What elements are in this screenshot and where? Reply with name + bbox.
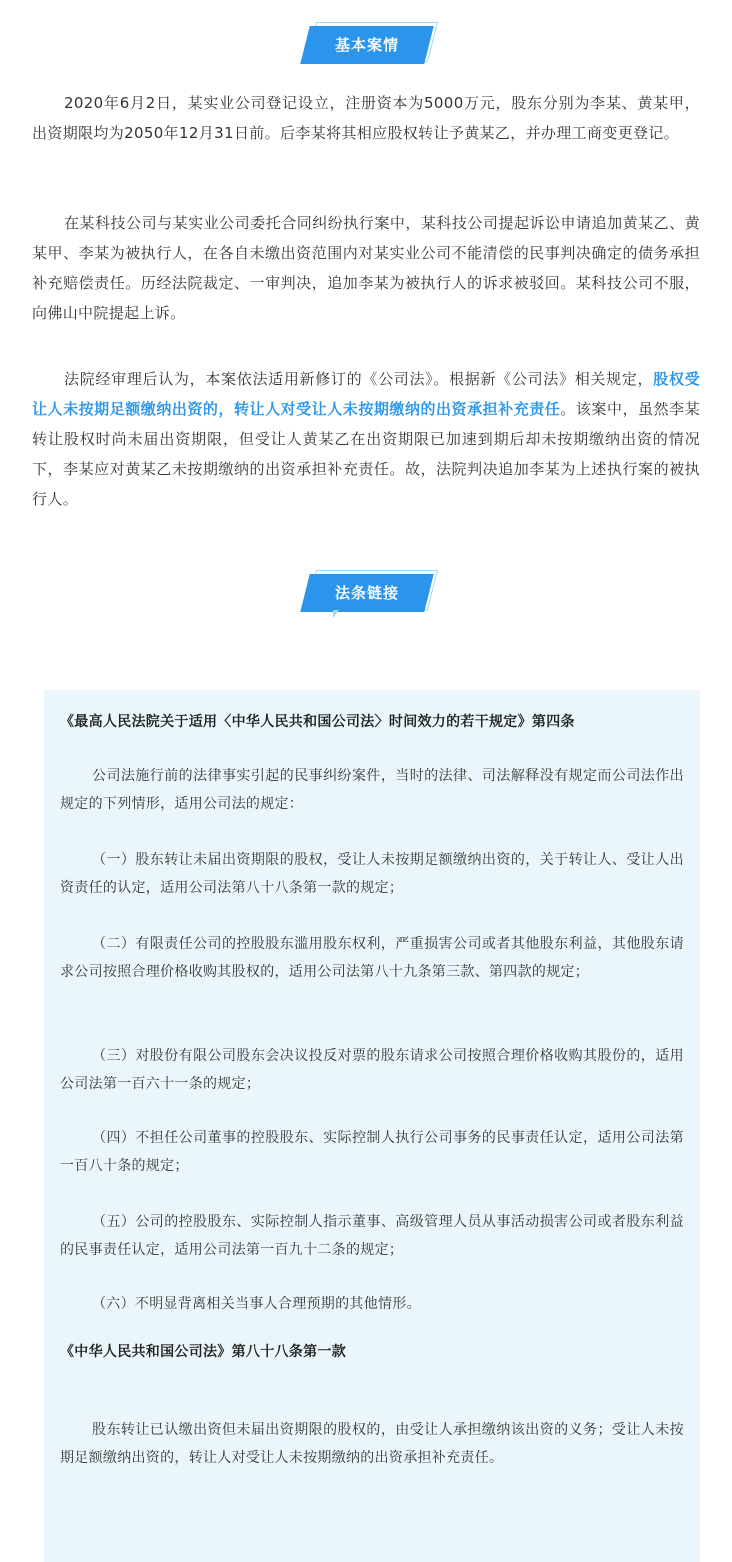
case-paragraph-1: 2020年6月2日，某实业公司登记设立，注册资本为5000万元，股东分别为李某、黄某甲，出资期限均为2050年12月31日前。后李某将其相应股权转让予黄某乙，并办理工商变更登记。 [32, 94, 700, 142]
law-item-4: （四）不担任公司董事的控股股东、实际控制人执行公司事务的民事责任认定，适用公司法第一百八十条的规定； [60, 1130, 684, 1174]
case-paragraph-3-part-a: 法院经审理后认为，本案依法适用新修订的《公司法》。根据新《公司法》相关规定， [64, 370, 654, 388]
law-article: 股东转让已认缴出资但未届出资期限的股权的，由受让人承担缴纳该出资的义务；受让人未按期足额缴纳出资的，转让人对受让人未按期缴纳的出资承担补充责任。 [60, 1422, 684, 1466]
badge-tail [333, 610, 339, 618]
badge-label: 基本案情 [334, 36, 399, 54]
case-highlight: 股权受让人未按期足额缴纳出资的，转让人对受让人未按期缴纳的出资承担补充责任 [32, 370, 700, 418]
case-paragraph-2: 在某科技公司与某实业公司委托合同纠纷执行案中，某科技公司提起诉讼申请追加黄某乙、黄某甲、李某为被执行人，在各自未缴出资范围内对某实业公司不能清偿的民事判决确定的债务承担补充赔偿责任。历经法院裁定、一审判决，追加李某为被执行人的诉求被驳回。某科技公司不服，向佛山中院提起上诉。 [32, 214, 700, 322]
law-title-1: 《最高人民法院关于适用〈中华人民共和国公司法〉时间效力的若干规定》第四条 [60, 714, 575, 730]
law-intro: 公司法施行前的法律事实引起的民事纠纷案件，当时的法律、司法解释没有规定而公司法作出规定的下列情形，适用公司法的规定： [60, 768, 684, 812]
law-item-5: （五）公司的控股股东、实际控制人指示董事、高级管理人员从事活动损害公司或者股东利益的民事责任认定，适用公司法第一百九十二条的规定； [60, 1214, 684, 1258]
law-title-2: 《中华人民共和国公司法》第八十八条第一款 [60, 1344, 346, 1360]
law-item-2: （二）有限责任公司的控股股东滥用股东权利，严重损害公司或者其他股东利益，其他股东请求公司按照合理价格收购其股权的，适用公司法第八十九条第三款、第四款的规定； [60, 936, 684, 980]
badge-label: 法条链接 [334, 584, 399, 602]
case-paragraph-3 [32, 364, 700, 514]
law-item-1: （一）股东转让未届出资期限的股权，受让人未按期足额缴纳出资的，关于转让人、受让人出资责任的认定，适用公司法第八十八条第一款的规定； [60, 852, 684, 896]
law-item-3: （三）对股份有限公司股东会决议投反对票的股东请求公司按照合理价格收购其股份的，适用公司法第一百六十一条的规定； [60, 1048, 684, 1092]
law-panel [44, 690, 700, 1562]
case-paragraph-3-part-b: 。该案中，虽然李某转让股权时尚未届出资期限，但受让人黄某乙在出资期限已加速到期后却未按期缴纳出资的情况下，李某应对黄某乙未按期缴纳的出资承担补充责任。故，法院判决追加李某为上述执行案的被执行人。 [32, 400, 701, 508]
section-badge-case [305, 22, 437, 66]
section-badge-law [305, 570, 437, 614]
law-item-6: （六）不明显背离相关当事人合理预期的其他情形。 [92, 1296, 421, 1312]
